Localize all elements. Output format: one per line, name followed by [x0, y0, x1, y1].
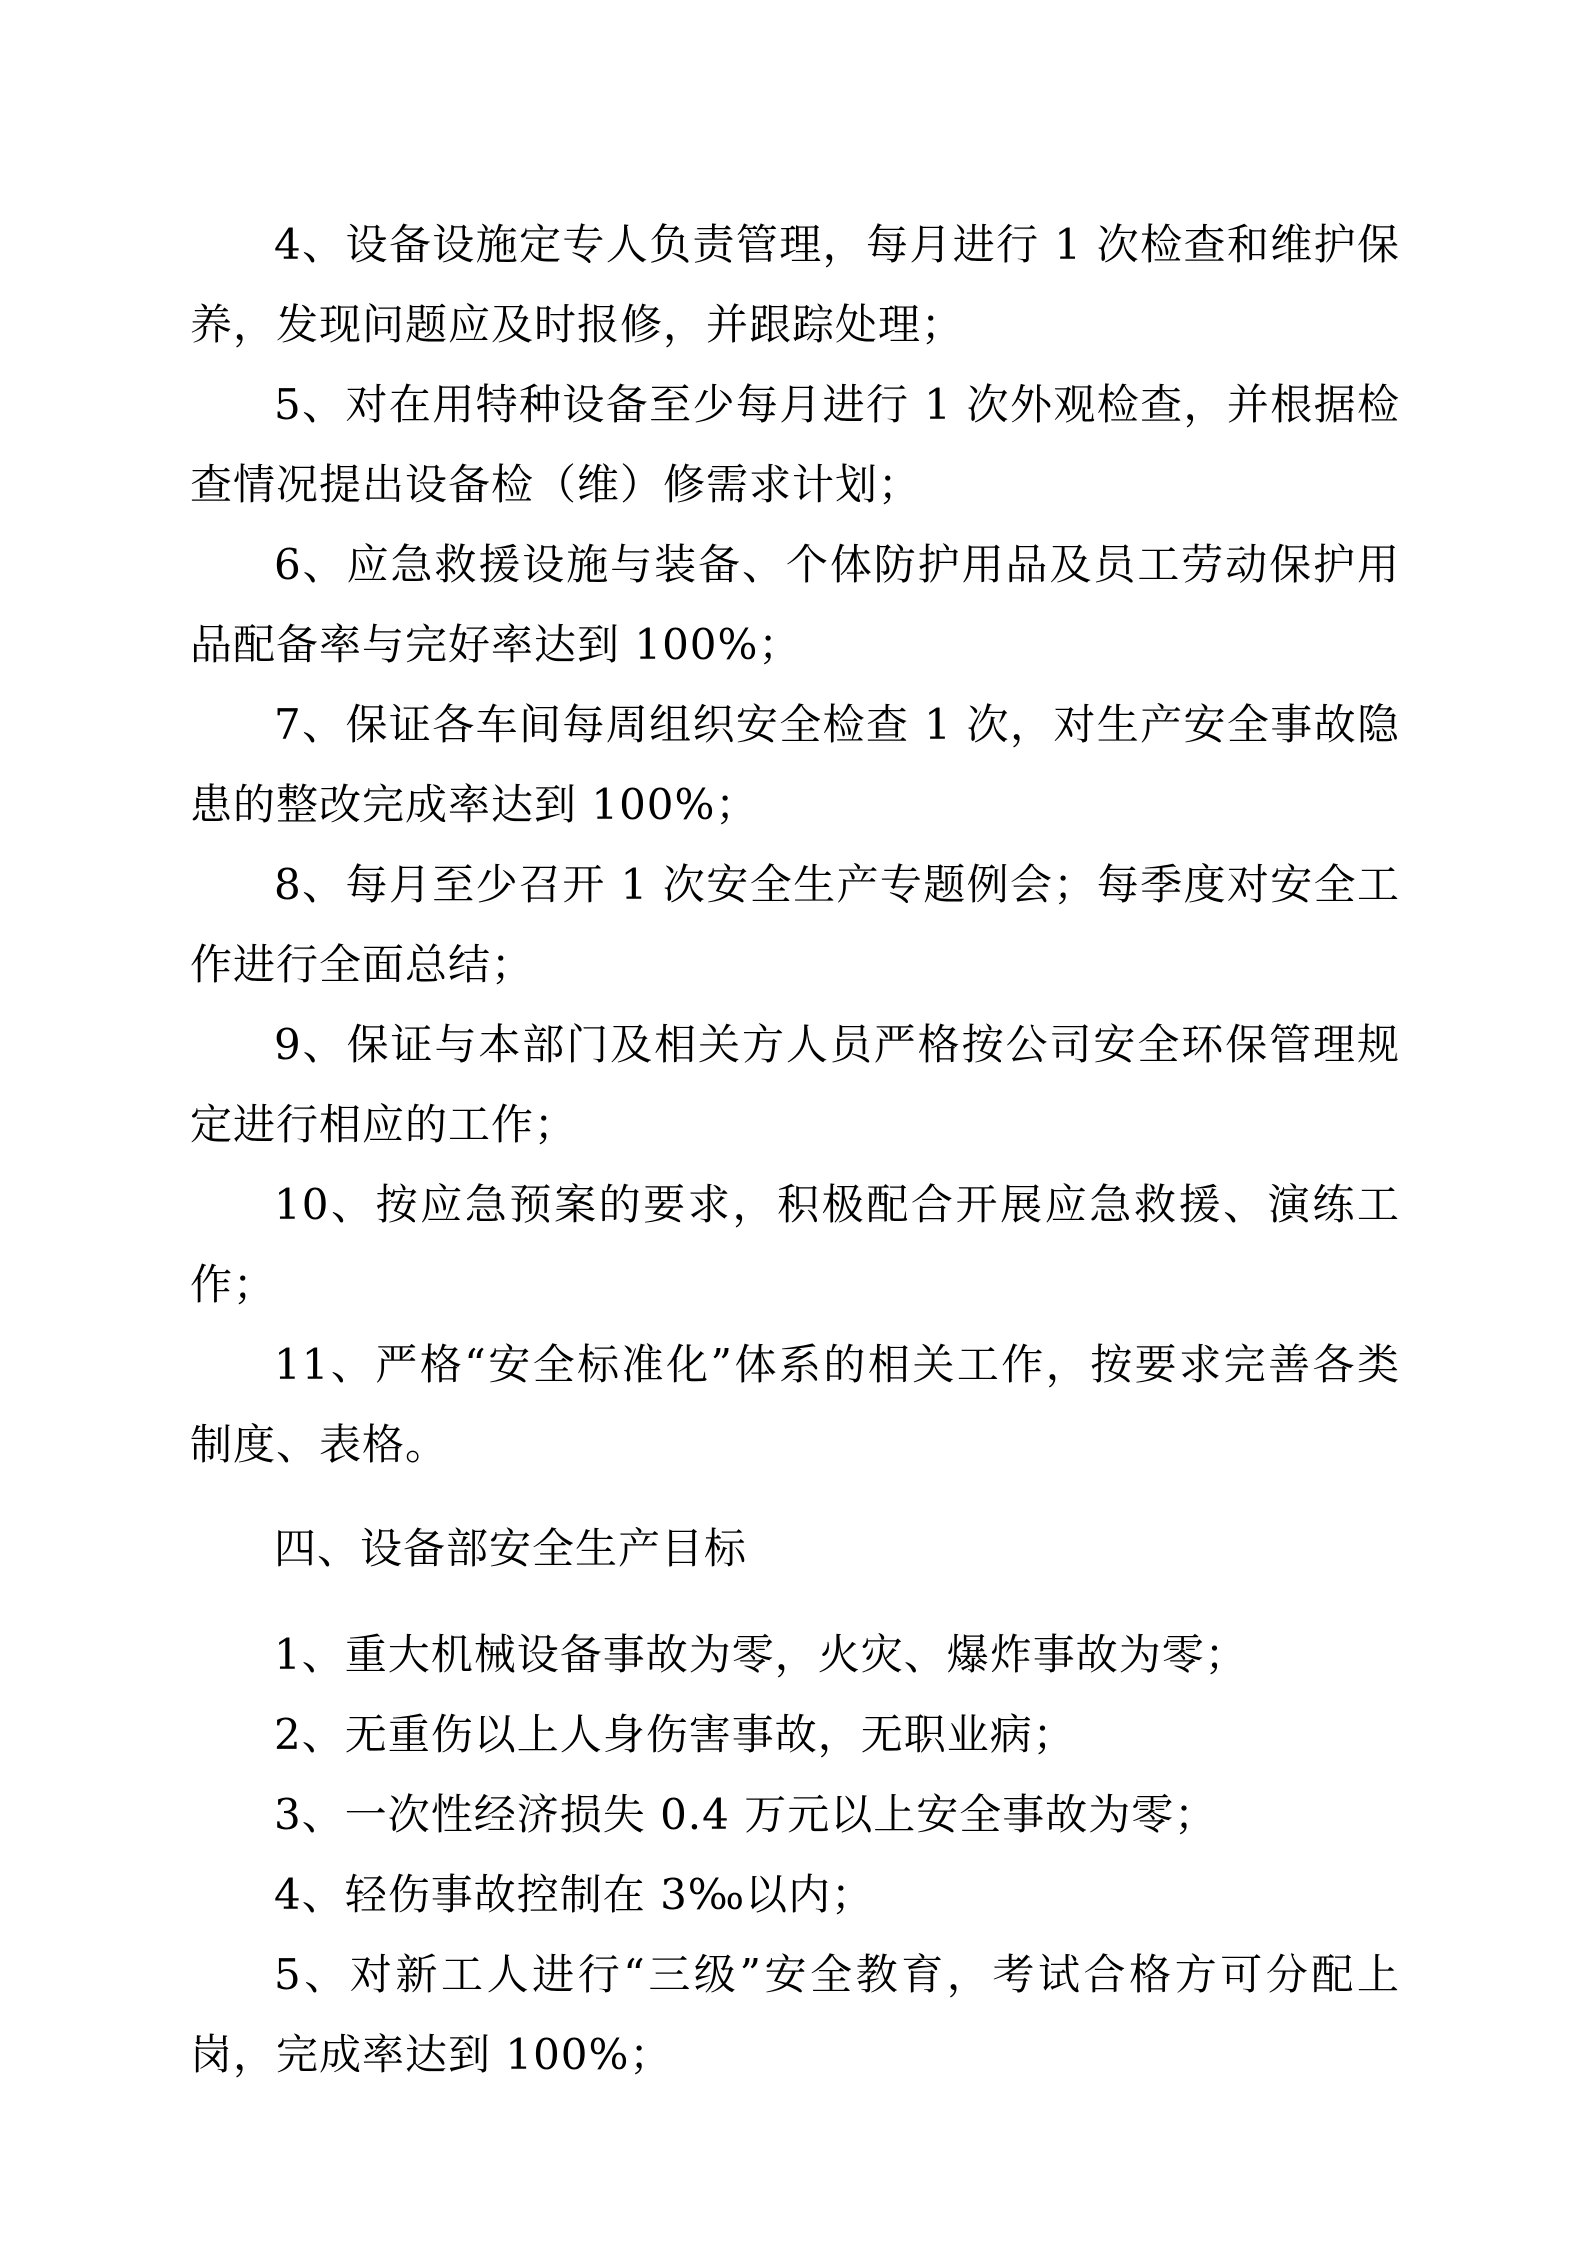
section-three-item-10: 10、按应急预案的要求，积极配合开展应急救援、演练工作； — [190, 1180, 1400, 1309]
section-three-item-8: 8、每月至少召开 1 次安全生产专题例会；每季度对安全工作进行全面总结； — [190, 860, 1400, 989]
section-three-item-9: 9、保证与本部门及相关方人员严格按公司安全环保管理规定进行相应的工作； — [190, 1020, 1400, 1149]
section-four-item-5: 5、对新工人进行“三级”安全教育，考试合格方可分配上岗，完成率达到 100%； — [190, 1950, 1400, 2079]
section-four-item-4: 4、轻伤事故控制在 3‰以内； — [274, 1870, 875, 1919]
section-three-item-7: 7、保证各车间每周组织安全检查 1 次，对生产安全事故隐患的整改完成率达到 100%； — [190, 700, 1400, 829]
section-three-item-5: 5、对在用特种设备至少每月进行 1 次外观检查，并根据检查情况提出设备检（维）修需求计划； — [190, 380, 1400, 509]
section-four-item-3: 3、一次性经济损失 0.4 万元以上安全事故为零； — [274, 1790, 1218, 1839]
section-three-item-11: 11、严格“安全标准化”体系的相关工作，按要求完善各类制度、表格。 — [190, 1340, 1400, 1469]
section-four-item-2: 2、无重伤以上人身伤害事故，无职业病； — [274, 1710, 1076, 1759]
section-three-item-6: 6、应急救援设施与装备、个体防护用品及员工劳动保护用品配备率与完好率达到 100%； — [190, 540, 1400, 669]
section-four-heading: 四、设备部安全生产目标 — [274, 1524, 748, 1573]
section-three-item-4: 4、设备设施定专人负责管理，每月进行 1 次检查和维护保养，发现问题应及时报修，并跟踪处理； — [190, 220, 1400, 349]
document-page — [190, 205, 1400, 2095]
section-four-item-1: 1、重大机械设备事故为零，火灾、爆炸事故为零； — [274, 1630, 1248, 1679]
